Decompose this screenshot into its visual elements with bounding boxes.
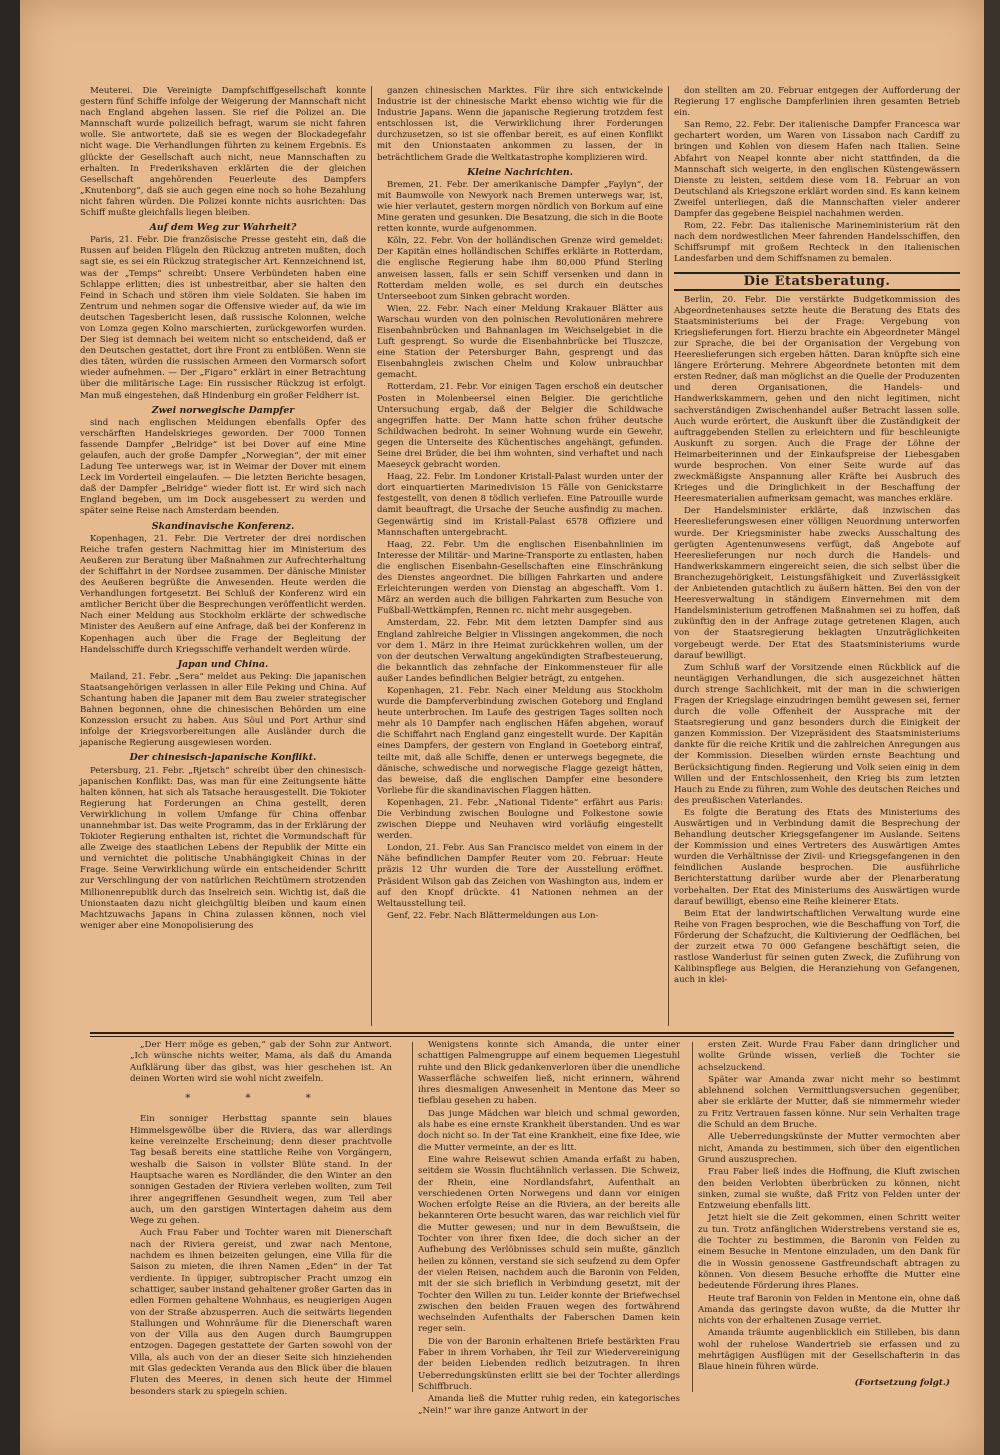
continuation-note: (Fortsetzung folgt.) [854,1377,950,1388]
article-text: Zum Schluß warf der Vorsitzende einen Rückblick auf die neuntägigen Verhandlungen, die sich ausgezeichnet hätten durch strenge Sachlichkeit, mit der man in die schwierigen Fragen der Kriegslage einzudringen bemüht gewesen sei, ferner durch die volle Offenheit der Aussprache mit der Staatsregierung und ganz besonders durch die Einigkeit der ganzen Kommission. Der Vizepräsident des Staatsministeriums dankte für die reiche Kritik und die zahlreichen Anregungen aus der Kommission. Dieselben würden ernste Beachtung und Berücksichtigung finden. Regierung und Volk seien einig in dem Willen und der Entschlossenheit, den Krieg bis zum letzten Hauch zu Ende zu führen, zum Wohle des deutschen Reiches und des preußischen Vaterlandes. [674,662,960,806]
feuilleton-column-2 [418,1040,680,1416]
article-text: Mailand, 21. Febr. „Sera“ meldet aus Peking: Die japanischen Staatsangehörigen verlassen in aller Eile Peking und China. Auf Schantung haben die Japaner mit dem Bau zweier strategischer Bahnen begonnen, ohne die chinesischen Behörden um eine Konzession ersucht zu haben. Aus Söul und Port Arthur sind infolge der Kriegsvorbereitungen alle Ausländer durch die japanische Regierung ausgewiesen worden. [80,671,366,749]
news-columns [80,86,960,1026]
article-heading: Zwei norwegische Dampfer [151,404,295,416]
article-text: Beim Etat der landwirtschaftlichen Verwaltung wurde eine Reihe von Fragen besprochen, wie die Beschaffung von Torf, die Förderung der Schafzucht, die Kultivierung der Oedflächen, bei der zurzeit etwa 70 000 Gefangene beschäftigt seien, die rastlose Wanderlust für seinen guten Zweck, die Zuführung von Kalibinspflege aus Belgien, die Heranziehung von Gefangenen, auch in klei- [674,908,960,986]
article-text: Meuterei. Die Vereinigte Dampfschiffgesellschaft konnte gestern fünf Schiffe infolge der Weigerung der Mannschaft nicht nach England abgehen lassen. Sie rief die Polizei an. Die Mannschaft wurde polizeilich befragt, warum sie nicht fahren wolle. Sie antwortete, daß sie es wegen der Blockadegefahr nicht wage. Die Verhandlungen führten zu keinem Ergebnis. Es glückte der Gesellschaft auch nicht, neue Mannschaften zu erhalten. In Frederikshaven erklärten die der gleichen Gesellschaft angehörenden Feuerleute des Dampfers „Knutenborg“, daß sie auch gegen eine noch so hohe Bezahlung nicht fahren würden. Die Polizei konnte nichts ausrichten: Das Schiff mußte gleichfalls liegen bleiben. [80,86,366,219]
article-text: Der Handelsminister erklärte, daß inzwischen das Heereslieferungswesen einer völligen Neuordnung unterworfen wurde. Der Kriegsminister habe zwecks Ausschaltung des gerügten Agentenunwesens verfügt, daß Angebote auf Heereslieferungen nur noch durch die Handels- und Handwerkskammern eingereicht seien, die sich selbst über die Branchezugehörigkeit, Leistungsfähigkeit und Zuverlässigkeit der Anbietenden gutachtlich zu äußern hätten. Bei den von der Heeresverwaltung in ständigem Einvernehmen mit dem Handelsministerium getroffenen Maßnahmen sei zu hoffen, daß zukünftig den in der Anfrage zutage getretenen Klagen, auch von der Staatsregierung beklagten Unzuträglichkeiten vorgebeugt werde. Der Etat des Staatsministeriums wurde darauf bewilligt. [674,506,960,661]
feuilleton-divider [90,1032,954,1034]
feuilleton-column-divider [692,1042,693,1392]
article-text: Petersburg, 21. Febr. „Rjetsch“ schreibt über den chinesisch-japanischen Konflikt: Das, was man für eine Zeitungsente hätte halten können, hat sich als Tatsache herausgestellt. Die Tokioter Regierung hat Forderungen an China gestellt, deren Verwirklichung in vollem Umfange für China offenbar unannehmbar ist. Das weite Programm, das in der Erklärung der Tokioter Regierung enthalten ist, richtet die Vormundschaft für alle Zweige des staatlichen Lebens der Republik der Mitte ein und vernichtet die politische Unabhängigkeit Chinas in der Frage. Seine Verwirklichung würde ein entscheidender Schritt zur Verschlingung der von natürlichen Reichtümern strotzenden Millionenrepublik durch das Inselreich sein. Wichtig ist, daß die Unionstaaten dazu nicht gleichgültig bleiben und kaum einen Machtzuwachs Japans in China zulassen können, noch viel weniger aber eine Monopolisierung des [80,765,366,931]
section-headline: Die Etatsberatung. [674,272,960,291]
story-text: Später war Amanda zwar nicht mehr so bestimmt ablehnend solchen Vermittlungsversuchen gegenüber, aber sie erklärte der Mutter, daß sie nimmermehr wieder zu Fritz Vertrauen fassen könne. Nur sein Verhalten trage die Schuld an dem Bruche. [698,1074,960,1131]
column-3 [674,86,960,1026]
story-text: ersten Zeit. Wurde Frau Faber dann dringlicher und wollte Gründe wissen, verließ die Tochter sie achselzuckend. [698,1040,960,1073]
news-item: Amsterdam, 22. Febr. Mit dem letzten Dampfer sind aus England zahlreiche Belgier in Vlissingen angekommen, die noch vor dem 1. März in ihre Heimat zurückkehren wollen, um der von der deutschen Verwaltung angekündigten Strafbesteuerung, die bekanntlich das zehnfache der Einkommensteuer für alle außer Landes befindlichen Belgier beträgt, zu entgehen. [377,618,663,684]
story-text: Frau Faber ließ indes die Hoffnung, die Kluft zwischen den beiden Verlobten überbrücken zu können, nicht sinken, zumal sie wußte, daß Fritz von Felden unter der Entzweiung ebenfalls litt. [698,1167,960,1212]
feuilleton-column-3 [698,1040,960,1395]
story-text: Heute traf Baronin von Felden in Mentone ein, ohne daß Amanda das geringste davon wußte, da die Mutter ihr nichts von der erhaltenen Zusage verriet. [698,1293,960,1327]
news-item: Genf, 22. Febr. Nach Blättermeldungen aus Lon- [387,910,599,921]
story-text: Eine wahre Reisewut schien Amanda erfaßt zu haben, seitdem sie Wossin fluchtähnlich verlassen. Die Schweiz, der Rhein, eine Nordlandsfahrt, Aufenthalt an verschiedenen Orten Norwegens und dann vor einigen Wochen erfolgte Reise an die Riviera, an der bereits alle bekannteren Orte besucht waren, das war reichlich viel für die Mutter gewesen; und nur in dem Bewußtsein, die Tochter von ihrer fixen Idee, die doch sicher an der Aufhebung des Verlöbnisses schuld sein mußte, gänzlich heilen zu können, verstand sie sich seufzend zu dem Opfer der vielen Reisen, nachdem auch die Baronin von Felden, mit der sie sich brieflich in Verbindung gesetzt, mit der Tochter den Willen zu tun. Leider konnte der Briefwechsel zwischen den beiden Frauen wegen des fortwährend wechselnden Aufenthalts der Faberschen Damen kein reger sein. [418,1154,680,1335]
news-item: Rom, 22. Febr. Das italienische Marineministerium rät den nach dem nordwestlichen Meer fahrenden Handelsschiffen, den Schiffsrumpf mit großem Rechteck in den italienischen Landesfarben und dem Schiffsnamen zu bemalen. [674,221,960,265]
feuilleton-divider-thin [90,1036,954,1037]
column-divider [668,86,669,1026]
story-text: Jetzt hielt sie die Zeit gekommen, einen Schritt weiter zu tun. Trotz anfänglichen Widerstrebens verstand sie es, die Tochter zu bestimmen, die Baronin von Felden zu einem Besuche in Mentone einzuladen, um den Dank für die in Wossin genossene Gastfreundschaft abtragen zu können. Von diesem Besuche erhoffte die Mutter eine bedeutende Förderung ihres Planes. [698,1213,960,1292]
newspaper-page [20,0,984,1455]
article-text: ganzen chinesischen Marktes. Für ihre sich entwickelnde Industrie ist der chinesische Markt ebenso wichtig wie für die Industrie Japans. Wenn die japanische Regierung trotzdem fest entschlossen ist, die Verwirklichung ihrer Forderungen durchzusetzen, so ist sie offenbar bereit, es auf einen Konflikt mit den Unionstaaten ankommen zu lassen, der in beträchtlichem Grade die Weltkatastrophe komplizieren wird. [377,86,663,163]
article-heading: Japan und China. [177,658,269,670]
news-item: don stellten am 20. Februar entgegen der Aufforderung der Regierung 17 englische Dampferlinien ihren gesamten Betrieb ein. [674,86,960,119]
news-item: Haag, 22. Febr. Um die englischen Eisenbahnlinien im Interesse der Militär- und Marine-Transporte zu entlasten, haben die englischen Eisenbahn-Gesellschaften eine Einschränkung des Dienstes angeordnet. Die billigen Fahrkarten und andere Erleichterungen werden von Dienstag an abgeschafft. Vom 1. März an werden auch die billigen Fahrkarten zum Besuche von Fußball-Wettkämpfen, Rennen rc. nicht mehr ausgegeben. [377,539,663,617]
story-text: Amanda träumte augenblicklich ein Stilleben, bis dann wohl der ruhelose Wandertrieb sie erfassen und zu mehrtägigen Ausflügen mit der Gesellschafterin in das Blaue hinein führen würde. [698,1328,960,1373]
news-item: Rotterdam, 21. Febr. Vor einigen Tagen erschoß ein deutscher Posten in Molenbeersel einen Belgier. Die gerichtliche Untersuchung ergab, daß der Belgier die Schildwache angegriffen hatte. Der Mann hatte schon früher deutsche Schildwachen bedroht. In seiner Wohnung wurde ein Gewehr, gegen die Unterseite des Küchentisches angehängt, gefunden. Seine drei Brüder, die bei ihm wohnten, sind verhaftet und nach Maeseyck gebracht worden. [377,382,663,471]
feuilleton-column-1 [130,1040,392,1395]
news-item: Köln, 22. Febr. Von der holländischen Grenze wird gemeldet: Der Kapitän eines holländischen Schiffes erklärte in Rotterdam, die englische Regierung habe ihm 80,000 Pfund Sterling anweisen lassen, falls er sein Schiff versenken und dann in Rotterdam melden wolle, es sei durch ein deutsches Unterseeboot zum Sinken gebracht worden. [377,236,663,302]
news-item: Bremen, 21. Febr. Der amerikanische Dampfer „Faylyn“, der mit Baumwolle von Newyork nach Bremen unterwegs war, ist, wie hier verlautet, gestern morgen nördlich von Borkum auf eine Mine geraten und gesunken. Die Besatzung, die sich in die Boote retten konnte, wurde aufgenommen. [377,179,663,235]
news-item: London, 21. Febr. Aus San Francisco meldet von einem in der Nähe befindlichen Dampfer Reuter vom 20. Februar: Heute präzis 12 Uhr wurden die Tore der Ausstellung eröffnet. Präsident Wilson gab das Zeichen von Washington aus, indem er auf den Knopf drückte. 41 Nationen nehmen an der Weltausstellung teil. [377,843,663,909]
feuilleton-column-divider [412,1042,413,1392]
story-text: Alle Ueberredungskünste der Mutter vermochten aber nicht, Amanda zu bestimmen, sich über den eigentlichen Grund auszusprechen. [698,1132,960,1165]
story-text: Ein sonniger Herbsttag spannte sein blaues Himmelsgewölbe über die Riviera, das war allerdings keine vereinzelte Erscheinung; denn dieser prachtvolle Tag besaß bereits eine stattliche Reihe von Vorgängern, weshalb die Saison in vollster Blüte stand. In der Hauptsache waren es Nordländer, die den Winter an den sonnigen Gestaden der Riviera verleben wollten, zum Teil ihrer angegriffenen Gesundheit wegen, zum Teil aber auch, um den garstigen Wintertagen daheim aus dem Wege zu gehen. [130,1114,392,1227]
news-item: Wien, 22. Febr. Nach einer Meldung Krakauer Blätter aus Warschau wurden von den polnischen Revolutionären mehrere Eisenbahnbrücken und Bahnanlagen im Weichselgebiet in die Luft gesprengt. So wurde die Eisenbahnbrücke bei Tluszcze, eine Station der Petersburger Bahn, gesprengt und das Eisenbahngleis zwischen Chelm und Kolow unbrauchbar gemacht. [377,303,663,381]
section-heading: Kleine Nachrichten. [467,166,573,178]
article-text: Es folgte die Beratung des Etats des Ministeriums des Auswärtigen und in Verbindung damit die Besprechung der Behandlung deutscher Kriegsgefangener im Auslande. Seitens der Kommission und eines Vertreters des Auswärtigen Amtes wurden die Verhältnisse der Zivil- und Kriegsgefangenen in den feindlichen Auslande besprochen. Die ausführliche Berichterstattung darüber wurde aber der Plenarberatung vorbehalten. Der Etat des Ministeriums des Auswärtigen wurde darauf bewilligt, ebenso eine Reihe kleinerer Etats. [674,807,960,907]
news-item: San Remo, 22. Febr. Der italienische Dampfer Francesca war gechartert worden, um Waren von Lissabon nach Cardiff zu bringen und Kohlen von diesem Hafen nach Italien. Seine Abfahrt von Neapel konnte aber nicht stattfinden, da die Mannschaft sich weigerte, in den englischen Küstengewässern Dienste zu leisten, seitdem diese vom 18. Februar an von Deutschland als Kriegszone erklärt worden sind. Es kann keinem Zweifel unterliegen, daß die Mannschaften vieler anderer Dampfer das gegebene Beispiel nachahmen werden. [674,120,960,220]
article-text: Kopenhagen, 21. Febr. Die Vertreter der drei nordischen Reiche trafen gestern Nachmittag hier im Ministerium des Aeußeren zur Beratung über Maßnahmen zur Aufrechterhaltung der Schiffahrt in der Nordsee zusammen. Der dänische Minister des Aeußeren begrüßte die Anwesenden. Heute werden die Verhandlungen fortgesetzt. Bei Schluß der Konferenz wird ein amtlicher Bericht über die Besprechungen veröffentlicht werden. Nach einer Meldung aus Stockholm erklärte der schwedische Minister des Aeußern auf eine Anfrage, daß bei der Konferenz in Kopenhagen auch über die Frage der Begleitung der Handelsschiffe durch Kriegsschiffe verhandelt werden würde. [80,533,366,655]
scanner-edge [984,0,1000,1455]
news-item: Haag, 22. Febr. Im Londoner Kristall-Palast wurden unter der dort einquartierten Marinedivision 15 Fälle von Genickstarre festgestellt, von denen 8 tödlich verliefen. Eine Patrouille wurde damit beauftragt, die Ursache der Seuche ausfindig zu machen. Gegenwärtig sind im Kristall-Palast 6578 Offiziere und Mannschaften untergebracht. [377,472,663,538]
news-item: Kopenhagen, 21. Febr. „National Tidente“ erfährt aus Paris: Die Verbindung zwischen Boulogne und Folkestone sowie zwischen Dieppe und Neuhaven wird vorläufig eingestellt werden. [377,797,663,842]
article-heading: Auf dem Weg zur Wahrheit? [149,222,297,234]
column-1 [80,86,366,1026]
story-text: Auch Frau Faber und Tochter waren mit Dienerschaft nach der Riviera gereist, und zwar nach Mentone, nachdem es ihnen beizeiten gelungen, eine Villa für die Saison zu mieten, die ihren Namen „Eden“ in der Tat verdiente. In üppiger, subtropischer Pracht umzog ein schattiger, sauber instand gehaltener großer Garten das in edlen Formen gehaltene Wohnhaus, es neugierigen Augen von der Straße abzusperren. Auch die seitwärts liegenden Stallungen und Wohnräume für die Dienerschaft waren von der Villa aus den Augen durch Baumgruppen entzogen. Dagegen gestattete der Garten sowohl von der Villa, als auch von der an dieser Seite sich hinziehenden mit Glas gedeckten Veranda aus den Blick über die blauen Fluten des Meeres, in denen sich heute der Himmel besonders stark zu spiegeln schien. [130,1228,392,1397]
story-text: „Der Herr möge es geben,“ gab der Sohn zur Antwort. „Ich wünsche nichts weiter, Mama, als daß du Amanda Aufklärung über das gibst, was hier geschehen ist. An deinen Worten wird sie wohl nicht zweifeln. [130,1040,392,1084]
section-break-stars: * * * [185,1093,337,1105]
story-text: Amanda ließ die Mutter ruhig reden, ein kategorisches „Nein!“ war ihre ganze Antwort in der [418,1394,680,1416]
news-item: Kopenhagen, 21. Febr. Nach einer Meldung aus Stockholm wurde die Dampferverbindung zwischen Goteborg und England heute unterbrochen. Im Laufe des gestrigen Tages sollten noch mehr als 10 Dampfer nach englischen Häfen abgehen, worauf die Schiffahrt nach England ganz eingestellt wurde. Der Kapitän eines Dampfers, der gestern von England in Goeteborg eintraf, teilte mit, daß alle Schiffe, denen er unterwegs begegnete, die dänische, schwedische und norwegische Flagge gezeigt hätten, das beweise, daß die englischen Dampfer eine besondere Vorliebe für die skandinavischen Flaggen hätten. [377,685,663,796]
feuilleton-columns [130,1040,960,1416]
story-text: Die von der Baronin erhaltenen Briefe bestärkten Frau Faber in ihrem Vorhaben, ihr Teil zur Wiedervereinigung der beiden Liebenden redlich beizutragen. In ihren Ueberredungskünsten erlitt sie bei der Tochter allerdings Schiffbruch. [418,1336,680,1392]
story-text: Das junge Mädchen war bleich und schmal geworden, als habe es eine ernste Krankheit überstanden. Und es war doch nicht so. In der Tat eine Krankheit, eine fixe Idee, wie die Mutter vermeinte, an der es litt. [418,1108,680,1153]
article-text: Paris, 21. Febr. Die französische Presse gesteht ein, daß die Russen auf beiden Flügeln den Rückzug antreten mußten, doch sagt sie, es sei ein Rückzug strategischer Art. Kennzeichnend ist, was der „Temps“ schreibt: Unsere Verbündeten haben eine Schlappe erlitten; dies ist unbestreitbar, aber sie halten den Feind in Schach und stören ihm viele Soldaten. Sie haben im Zentrum und nehmen sogar die Offensive wieder auf, da wie im deutschen Tagesbericht lesen, daß russische Kolonnen, welche von Lomza gegen Kolno marschierten, zurückgeworfen wurden. Der Sieg ist demnach bei weitem nicht so entscheidend, daß er den Deutschen gestattet, dort ihre Front zu entblößen. Wenn sie dies täten, würden die russischen Armeen den Vormarsch sofort wieder aufnehmen. — Der „Figaro“ erklärt in einer Betrachtung über die militärische Lage: Ein russischer Rückzug ist erfolgt. Man muß eingestehen, daß Hindenburg ein großer Feldherr ist. [80,235,366,401]
column-divider [371,86,372,1026]
column-2 [377,86,663,1026]
article-text: sind nach englischen Meldungen ebenfalls Opfer des verschärften Handelskrieges geworden. Der 7000 Tonnen fassende Dampfer „Belridge“ ist bei Dover auf eine Mine gelaufen, auch der große Dampfer „Norwegian“, der mit einer Ladung Tee unterwegs war, ist in Weimar der Dover mit einem Leck im Vorderteil eingelaufen. — Die letzten Berichte besagen, daß der Dampfer „Belridge“ wieder flott ist. Er wird sich nach England begeben, um im Dock ausgebessert zu werden und später seine Reise nach Amsterdam beenden. [80,417,366,517]
article-heading: Der chinesisch-japanische Konflikt. [129,752,317,764]
article-text: Berlin, 20. Febr. Die verstärkte Budgetkommission des Abgeordnetenhauses setzte heute die Beratung des Etats des Staatsministeriums bei der Frage: Vergebung von Kriegslieferungen fort. Hierzu brachte ein Abgeordneter Mängel zur Sprache, die bei der Organisation der Vergebung von Heereslieferungen sich ergeben hätten. Daran knüpfte sich eine längere Erörterung. Mehrere Abgeordnete betonten mit dem ersten Redner, daß man möglichst an die Quelle der Produzenten und deren Organisationen, die Handels- und Handwerkskammern, gehen und den nicht legitimen, nicht sachverständigen Zwischenhandel außer Betracht lassen solle. Auch wurde erörtert, die Auskunft über die Zuständigkeit der auftraggebenden Stellen zu erleichtern und für beschleunigte Auskunft zu sorgen. Auch die Frage der Löhne der Heimarbeiterinnen und der Einkaufspreise der Liebesgaben wurde besprochen. Von einer Seite wurde auf das zweckmäßigste Anspannung aller Kräfte bei Ausbruch des Krieges und die Dringlichkeit in der Beschaffung der Heeresmaterialien aufmerksam gemacht, was manches erkläre. [674,294,960,505]
story-text: Wenigstens konnte sich Amanda, die unter einer schattigen Palmengruppe auf einem bequemen Liegestuhl ruhte und den Blick gedankenverloren über die unendliche Wasserfläche schweifen ließ, nicht erinnern, während ihres diesmaligen Anwesenheit in Mentone das Meer so tiefblau gesehen zu haben. [418,1040,680,1107]
article-heading: Skandinavische Konferenz. [151,520,295,532]
